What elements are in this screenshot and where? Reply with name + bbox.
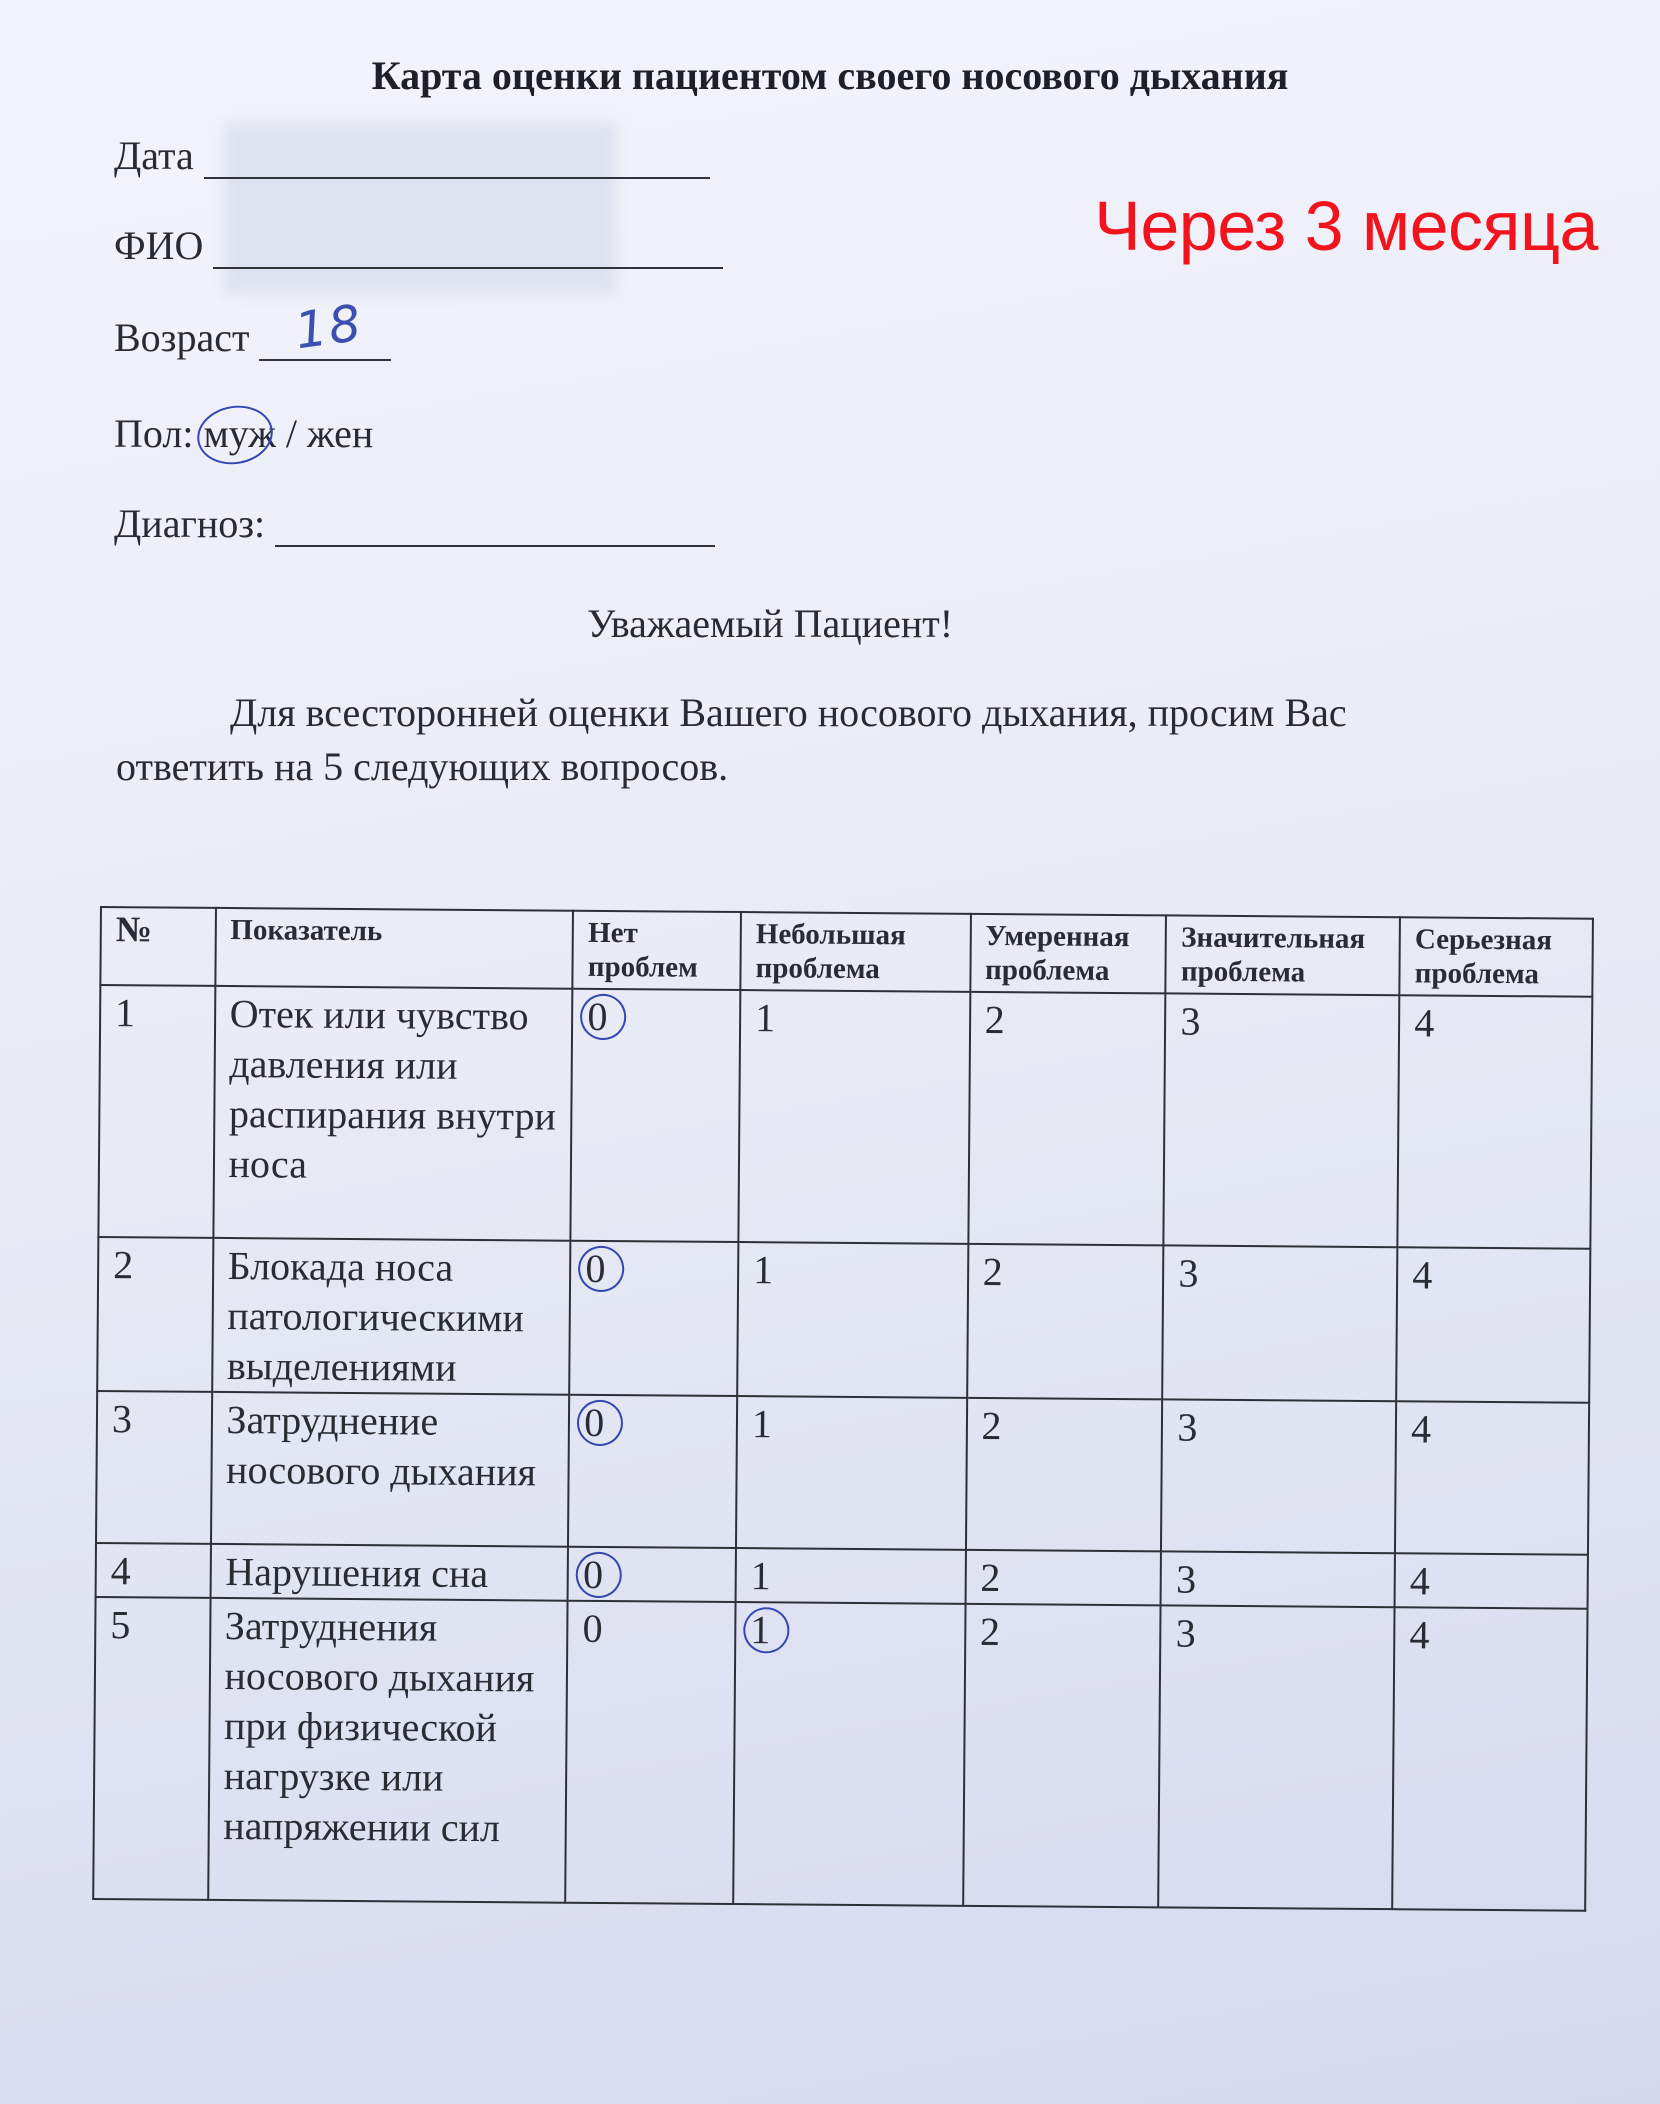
row-indicator: Нарушения сна <box>210 1544 568 1601</box>
score-cell[interactable] <box>736 1548 966 1604</box>
score-value: 3 <box>1175 1610 1196 1656</box>
score-cell[interactable] <box>738 990 970 1244</box>
name-field <box>114 222 723 269</box>
row-number: 3 <box>96 1391 212 1544</box>
row-indicator: Затруднение носового дыхания <box>211 1392 570 1547</box>
score-cell[interactable] <box>1398 995 1593 1249</box>
score-cell[interactable] <box>965 1550 1161 1606</box>
score-cell[interactable] <box>571 989 741 1242</box>
score-cell[interactable] <box>1392 1607 1587 1911</box>
header-significant-problem: Значительная проблема <box>1166 915 1400 995</box>
score-value: 0 <box>584 1398 604 1448</box>
diagnosis-line[interactable] <box>275 501 715 547</box>
score-cell[interactable] <box>963 1604 1161 1908</box>
score-value: 4 <box>1414 1000 1435 1046</box>
score-cell[interactable] <box>568 1547 736 1602</box>
annotation-label: Через 3 месяца <box>1094 187 1598 265</box>
row-number: 2 <box>97 1237 213 1392</box>
selection-circle <box>573 1396 627 1450</box>
selection-circle <box>739 1603 793 1657</box>
row-number: 4 <box>96 1543 211 1598</box>
score-value: 3 <box>1180 998 1201 1044</box>
diagnosis-field <box>114 500 715 547</box>
score-value: 4 <box>1409 1612 1430 1658</box>
name-label: ФИО <box>114 223 204 268</box>
score-value: 0 <box>582 1605 603 1651</box>
intro-text: Для всесторонней оценки Вашего носового дыхания, просим Вас ответить на 5 следующих вопросов. <box>116 690 1347 789</box>
score-value: 2 <box>982 1248 1003 1295</box>
header-slight-problem: Небольшая проблема <box>740 912 970 992</box>
score-value: 1 <box>753 1247 774 1293</box>
score-cell[interactable] <box>1395 1553 1588 1609</box>
score-cell[interactable] <box>565 1601 735 1904</box>
selection-circle <box>574 1242 628 1296</box>
age-label: Возраст <box>114 315 250 360</box>
header-moderate-problem: Умеренная проблема <box>970 914 1166 994</box>
score-cell[interactable] <box>736 1396 967 1550</box>
score-value: 1 <box>750 1605 770 1655</box>
sex-label: Пол: <box>114 411 194 456</box>
row-indicator: Затруднения носового дыхания при физической нагрузке или напряжении сил <box>208 1598 568 1903</box>
score-cell[interactable] <box>1161 1399 1396 1553</box>
score-cell[interactable] <box>1161 1551 1395 1607</box>
table-header-row <box>100 907 1593 997</box>
date-field <box>114 132 710 179</box>
sex-female-option[interactable]: жен <box>306 411 374 456</box>
score-cell[interactable] <box>737 1242 968 1398</box>
age-value: 18 <box>291 293 367 361</box>
score-value: 0 <box>585 1244 605 1294</box>
score-cell[interactable] <box>1159 1605 1395 1909</box>
table-row <box>93 1597 1587 1911</box>
header-num: № <box>100 907 215 986</box>
score-cell[interactable] <box>967 1244 1164 1400</box>
table-row <box>98 985 1592 1249</box>
sex-field <box>114 410 373 457</box>
score-value: 2 <box>981 1402 1002 1449</box>
score-value: 1 <box>754 995 776 1041</box>
sex-male-option[interactable]: муж <box>203 410 275 457</box>
name-line[interactable] <box>213 223 723 269</box>
score-value: 2 <box>984 996 1005 1043</box>
score-cell[interactable] <box>1396 1247 1590 1403</box>
sex-separator: / <box>285 411 297 456</box>
header-indicator: Показатель <box>215 908 573 989</box>
header-no-problem: Нет проблем <box>573 911 741 990</box>
score-cell[interactable] <box>733 1602 965 1906</box>
score-cell[interactable] <box>966 1398 1163 1552</box>
score-value: 4 <box>1412 1252 1433 1298</box>
selection-circle <box>576 990 630 1044</box>
score-value: 2 <box>979 1608 1001 1655</box>
greeting: Уважаемый Пациент! <box>586 601 954 646</box>
table-row <box>97 1237 1590 1403</box>
score-cell[interactable] <box>568 1395 737 1548</box>
score-cell[interactable] <box>1164 993 1400 1247</box>
score-value: 3 <box>1178 1250 1199 1296</box>
score-value: 1 <box>751 1401 773 1447</box>
score-value: 0 <box>587 992 607 1042</box>
page-title: Карта оценки пациентом своего носового дыхания <box>371 53 1289 98</box>
header-serious-problem: Серьезная проблема <box>1400 917 1593 997</box>
score-cell[interactable] <box>569 1241 738 1396</box>
score-cell[interactable] <box>968 992 1166 1246</box>
score-value: 3 <box>1177 1404 1198 1450</box>
score-value: 1 <box>750 1553 771 1599</box>
diagnosis-label: Диагноз: <box>114 501 266 546</box>
table-row <box>96 1391 1589 1555</box>
row-indicator: Блокада носа патологическими выделениями <box>212 1238 571 1395</box>
row-number: 1 <box>98 985 215 1238</box>
score-value: 3 <box>1175 1556 1197 1602</box>
selection-circle <box>572 1548 626 1602</box>
score-value: 2 <box>980 1554 1001 1601</box>
date-label: Дата <box>114 133 194 178</box>
survey-table <box>92 906 1594 1912</box>
row-indicator: Отек или чувство давления или распирания внутри носа <box>213 986 573 1241</box>
score-cell[interactable] <box>1395 1401 1589 1555</box>
score-value: 4 <box>1409 1558 1431 1604</box>
score-value: 4 <box>1410 1406 1432 1452</box>
row-number: 5 <box>93 1597 210 1900</box>
date-line[interactable] <box>204 133 710 179</box>
score-cell[interactable] <box>1163 1245 1398 1401</box>
score-value: 0 <box>583 1550 603 1600</box>
